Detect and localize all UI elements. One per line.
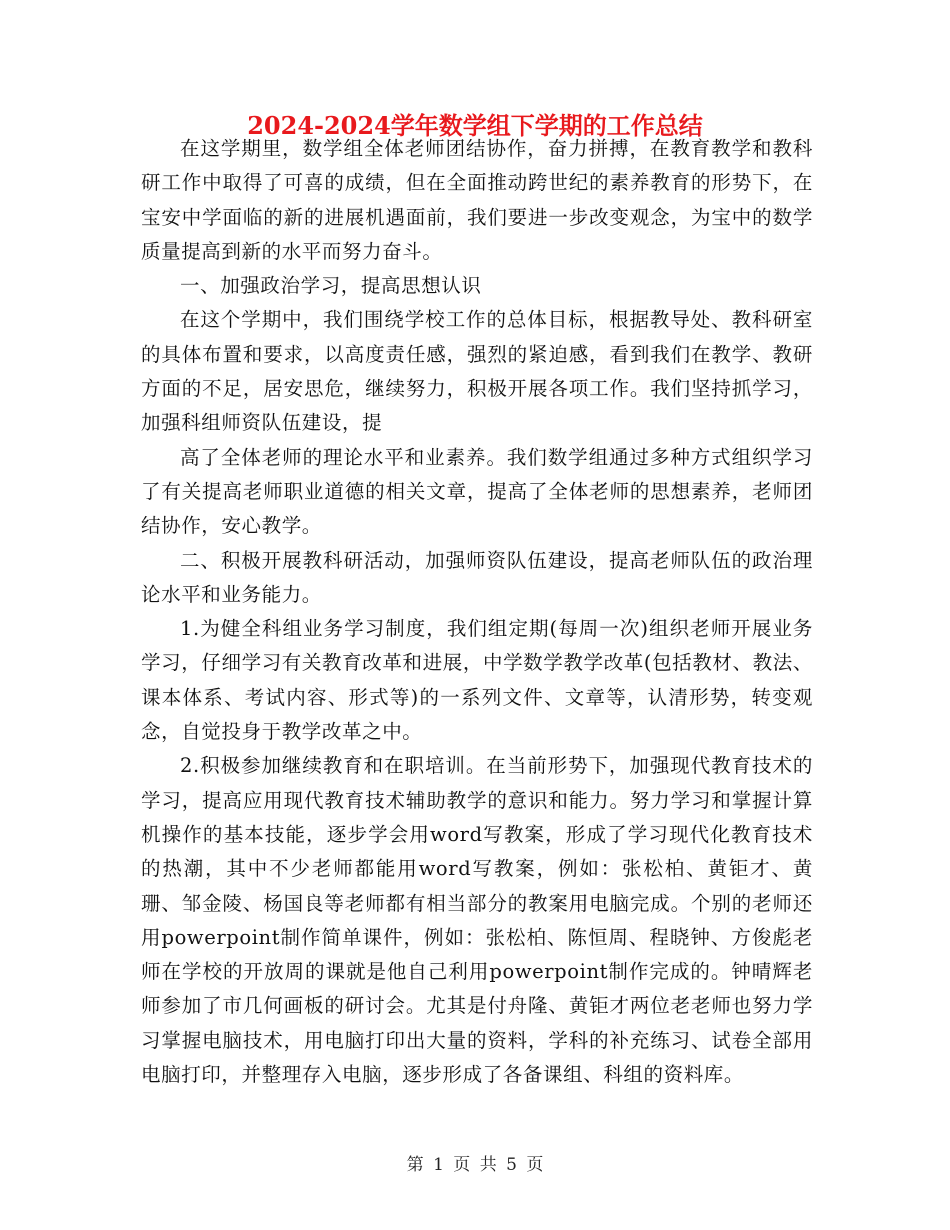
page-number-footer: 第 1 页 共 5 页 [406, 1155, 544, 1175]
paragraph-item-1: 1.为健全科组业务学习制度，我们组定期(每周一次)组织老师开展业务学习，仔细学习有关教育改革和进展，中学数学教学改革(包括教材、教法、课本体系、考试内容、形式等)的一系列文件、文章等，认清形势，转变观念，自觉投身于教学改革之中。 [141, 617, 813, 744]
paragraph-intro: 在这学期里，数学组全体老师团结协作，奋力拼搏，在教育教学和教科研工作中取得了可喜的成绩，但在全面推动跨世纪的素养教育的形势下，在宝安中学面临的新的进展机遇面前，我们要进一步改变观念，为宝中的数学质量提高到新的水平而努力奋斗。 [141, 137, 813, 263]
paragraph-item-2: 2.积极参加继续教育和在职培训。在当前形势下，加强现代教育技术的学习，提高应用现代教育技术辅助教学的意识和能力。努力学习和掌握计算机操作的基本技能，逐步学会用word写教案，形成了学习现代化教育技术的热潮，其中不少老师都能用word写教案，例如：张松柏、黄钜才、黄珊、邹金陵、杨国良等老师都有相当部分的教案用电脑完成。个别的老师还用powerpoint制作简单课件，例如：张松柏、陈恒周、程晓钟、方俊彪老师在学校的开放周的课就是他自己利用powerpoint制作完成的。钟晴辉老师参加了市几何画板的研讨会。尤其是付舟隆、黄钜才两位老老师也努力学习掌握电脑技术，用电脑打印出大量的资料，学科的补充练习、试卷全部用电脑打印，并整理存入电脑，逐步形成了各备课组、科组的资料库。 [141, 754, 813, 1087]
paragraph-section-1: 在这个学期中，我们围绕学校工作的总体目标，根据教导处、教科研室的具体布置和要求，以高度责任感，强烈的紧迫感，看到我们在教学、教研方面的不足，居安思危，继续努力，积极开展各项工作。我们坚持抓学习，加强科组师资队伍建设，提 [141, 308, 813, 435]
paragraph-section-1-continued: 高了全体老师的理论水平和业素养。我们数学组通过多种方式组织学习了有关提高老师职业道德的相关文章，提高了全体老师的思想素养，老师团结协作，安心教学。 [141, 445, 813, 538]
document-title: 2024-2024学年数学组下学期的工作总结 [247, 111, 703, 140]
section-heading-2: 二、积极开展教科研活动，加强师资队伍建设，提高老师队伍的政治理论水平和业务能力。 [141, 548, 813, 606]
section-heading-1: 一、加强政治学习，提高思想认识 [180, 274, 482, 298]
document-body [141, 132, 813, 1092]
